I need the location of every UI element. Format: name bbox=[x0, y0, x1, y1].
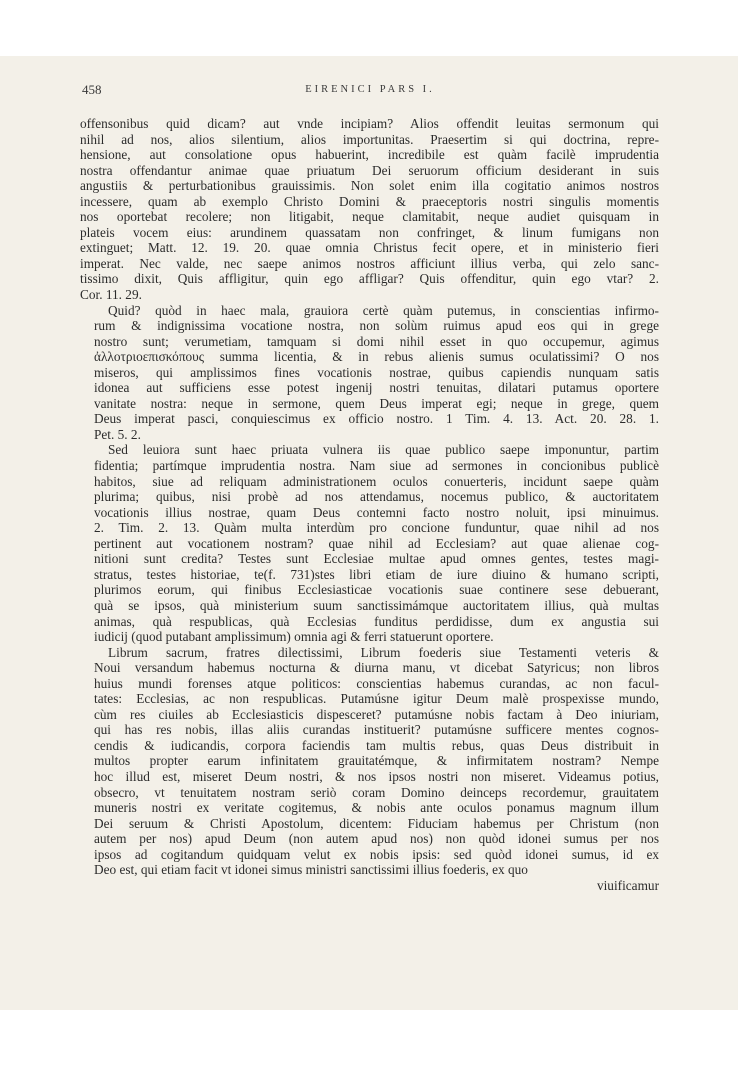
text-line: tates: Ecclesias, ac non respublicas. Putamúsne igitur Deum malè prospexisse mundo, bbox=[94, 691, 659, 707]
text-line: plurima; quibus, nisi probè ad nos attendamus, nocemus publico, & auctoritatem bbox=[94, 489, 659, 505]
text-line: huius mundi forenses atque politicos: conscientias habemus curandas, ac non facul- bbox=[94, 675, 659, 691]
text-line: nihil ad nos, alios silentium, alios importunitas. Praesertim si qui doctrina, repre- bbox=[80, 131, 659, 147]
text-line: animas, quà respublicas, quà Ecclesias funditus perdidisse, dum ex angustia sui bbox=[94, 613, 659, 629]
text-line: imperat. Nec valde, nec saepe animos nostros afficiunt illius verba, qui zelo sanc- bbox=[80, 255, 659, 271]
text-line: pertinent aut vocationem nostram? quae nihil ad Ecclesiam? aut quae alienae cog- bbox=[94, 535, 659, 551]
running-head: EIRENICI PARS I. bbox=[305, 84, 435, 95]
text-line: Pet. 5. 2. bbox=[94, 426, 141, 442]
text-line: ἀλλοτριοεπισκόπους summa licentia, & in rebus alienis sumus oculatissimi? O nos bbox=[94, 349, 659, 365]
text-line: plurimos eorum, qui finibus Ecclesiasticae vocationis suae continere sese debuerant, bbox=[94, 582, 659, 598]
text-line: multos propter earum infinitatem grauitatémque, & infirmitatem nostram? Nempe bbox=[94, 753, 659, 769]
paragraph bbox=[80, 116, 659, 303]
paragraph bbox=[80, 442, 659, 644]
text-line: qui has res nobis, illas aliis curandas instituerit? putamúsne sufficere mentes cognos- bbox=[94, 722, 659, 738]
text-line: cùm res ciuiles ab Ecclesiasticis dispesceret? putamúsne nobis factam à Deo iniuriam, bbox=[94, 706, 659, 722]
text-line: idonea aut sufficiens esse potest ingenij nostri tenuitas, dilatari putamus oportere bbox=[94, 380, 659, 396]
text-line: vocationis illius nostrae, quam Deus contemni facto nostro noluit, ipsi minuimus. bbox=[94, 504, 659, 520]
text-line: hoc illud est, miseret Deum nostri, & nos ipsos nostri non miseret. Videamus potius, bbox=[94, 768, 659, 784]
paragraph bbox=[80, 303, 659, 443]
text-line: Librum sacrum, fratres dilectissimi, Librum foederis siue Testamenti veteris & bbox=[108, 644, 659, 660]
page-number: 458 bbox=[82, 82, 102, 97]
text-line: iudicij (quod putabant amplissimum) omnia agi & ferri statuerunt oportere. bbox=[94, 629, 494, 645]
page-header bbox=[82, 82, 658, 102]
text-line: nostro sunt; verumetiam, tamquam si domi nihil esset in quo occupemur, agimus bbox=[94, 333, 659, 349]
book-page bbox=[0, 56, 738, 1010]
text-line: 2. Tim. 2. 13. Quàm multa interdùm pro concione funduntur, quae nihil ad nos bbox=[94, 520, 659, 536]
text-line: obsecro, vt tenuitatem nostram seriò coram Domino deinceps recordemur, grauitatem bbox=[94, 784, 659, 800]
text-line: stratus, testes historiae, te(f. 731)stes libri etiam de iure diuino & humano scripti, bbox=[94, 566, 659, 582]
text-line: tissimo dixit, Quis affligitur, quin ego affligar? Quis offenditur, quin ego vtar? 2. bbox=[80, 271, 659, 287]
text-line: angustiis & perturbationibus grauissimis. Non solet enim illa cogitatio animos nostros bbox=[80, 178, 659, 194]
text-line: nitioni sunt credita? Testes sunt Ecclesiae multae apud omnes gentes, testes magi- bbox=[94, 551, 659, 567]
body-text bbox=[80, 116, 659, 893]
text-line: extinguet; Matt. 12. 19. 20. quae omnia Christus fecit opere, et in ministerio fieri bbox=[80, 240, 659, 256]
text-line: muneris nostri ex veritate cogitemus, & nobis ante oculos ponamus magnum illum bbox=[94, 800, 659, 816]
text-line: habitos, siue ad reliquam administrationem oculos conuerteris, incidunt saepe quàm bbox=[94, 473, 659, 489]
text-line: Dei seruum & Christi Apostolum, dicentem: Fiduciam habemus per Christum (non bbox=[94, 815, 659, 831]
paragraph bbox=[80, 645, 659, 878]
text-line: Noui versandum habemus nocturna & diurna manu, vt dicebat Satyricus; non libros bbox=[94, 660, 659, 676]
text-line: Deo est, qui etiam facit vt idonei simus ministri sanctissimi illius foederis, ex quo bbox=[94, 862, 528, 878]
text-line: cendis & iudicandis, corpora faciendis tam multis rebus, quas Deus distribuit in bbox=[94, 737, 659, 753]
text-line: fidentia; partímque imprudentia nostra. Nam siue ad sermones in concionibus publicè bbox=[94, 458, 659, 474]
catchword: viuificamur bbox=[596, 877, 659, 893]
text-line: Cor. 11. 29. bbox=[80, 287, 142, 303]
text-line: Deus imperat pasci, conquiescimus ex officio nostro. 1 Tim. 4. 13. Act. 20. 28. 1. bbox=[94, 411, 659, 427]
text-line: nostra offendantur animae quae priuatum Dei seruorum officium desiderant in suis bbox=[80, 162, 659, 178]
text-line: miseros, qui amplissimos fines vocationis nostrae, quibus capiendis nunquam satis bbox=[94, 364, 659, 380]
text-line: rum & indignissima vocatione nostra, non solùm ruimus apud eos qui in grege bbox=[94, 318, 659, 334]
text-line: hensione, aut consolatione opus habuerint, incredibile est quàm facilè imprudentia bbox=[80, 147, 659, 163]
text-line: vanitate nostra: neque in sermone, quem Deus imperat egi; neque in grege, quem bbox=[94, 395, 659, 411]
text-line: plateis vocem eius: arundinem quassatam non confringet, & linum fumigans non bbox=[80, 224, 659, 240]
text-line: offensonibus quid dicam? aut vnde incipiam? Alios offendit leuitas sermonum qui bbox=[80, 116, 659, 131]
text-line: nos oportebat recolere; non litigabit, neque clamitabit, neque audiet quisquam in bbox=[80, 209, 659, 225]
text-line: quà se ipsos, quà ministerium suum sanctissimámque auctoritatem illius, quà multas bbox=[94, 597, 659, 613]
text-line: ipsos ad cogitandum quidquam velut ex nobis ipsis: sed quòd idonei sumus, id ex bbox=[94, 846, 659, 862]
text-line: incessere, quam ab exemplo Christo Domini & praeceptoris nostri singulis momentis bbox=[80, 193, 659, 209]
text-line: Sed leuiora sunt haec priuata vulnera iis quae publico saepe imponuntur, partim bbox=[108, 442, 659, 458]
text-line: Quid? quòd in haec mala, grauiora certè quàm putemus, in conscientias infirmo- bbox=[108, 302, 659, 318]
text-line: autem per nos) apud Deum (non autem apud nos) non quòd idonei sumus per nos bbox=[94, 831, 659, 847]
